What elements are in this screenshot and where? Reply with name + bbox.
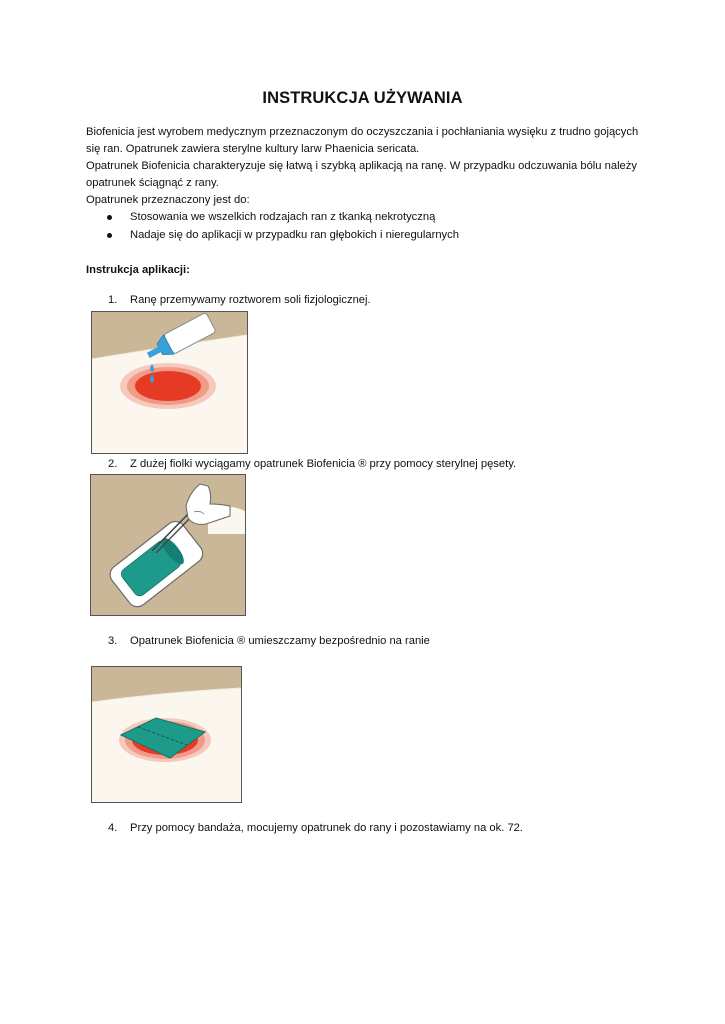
bullet-item-1: Stosowania we wszelkich rodzajach ran z tkanką nekrotyczną	[130, 211, 436, 223]
intro-line-5: Opatrunek przeznaczony jest do:	[86, 194, 250, 206]
saline-bottle-over-wound-icon	[91, 311, 248, 454]
step-1-number: 1.	[108, 294, 118, 306]
step-4-text: Przy pomocy bandaża, mocujemy opatrunek do rany i pozostawiamy na ok. 72.	[130, 822, 524, 834]
step-3-number: 3.	[108, 635, 118, 647]
bullet-dot-icon	[107, 233, 112, 238]
section-heading: Instrukcja aplikacji:	[86, 264, 190, 276]
figure-step2-tweezers-vial	[90, 474, 246, 616]
bullet-item-2: Nadaje się do aplikacji w przypadku ran głębokich i nieregularnych	[130, 229, 459, 241]
bullet-dot-icon	[107, 215, 112, 220]
step-3-text: Opatrunek Biofenicia ® umieszczamy bezpośrednio na ranie	[130, 635, 430, 647]
intro-line-2: się ran. Opatrunek zawiera sterylne kultury larw Phaenicia sericata.	[86, 143, 420, 155]
dressing-on-wound-icon	[91, 666, 242, 803]
tweezers-vial-icon	[90, 474, 246, 616]
intro-line-3: Opatrunek Biofenicia charakteryzuje się łatwą i szybką aplikacją na ranę. W przypadku odczuwania bólu należy	[86, 160, 637, 172]
step-2-text: Z dużej fiolki wyciągamy opatrunek Biofenicia ® przy pomocy sterylnej pęsety.	[130, 458, 517, 470]
step-4-number: 4.	[108, 822, 118, 834]
intro-line-4: opatrunek ściągnąć z rany.	[86, 177, 219, 189]
page-title: INSTRUKCJA UŻYWANIA	[262, 89, 463, 107]
step-2-number: 2.	[108, 458, 118, 470]
figure-step1-rinse-wound	[91, 311, 248, 454]
intro-line-1: Biofenicia jest wyrobem medycznym przeznaczonym do oczyszczania i pochłaniania wysięku z trudno gojących	[86, 126, 639, 138]
step-1-text: Ranę przemywamy roztworem soli fizjologicznej.	[130, 294, 371, 306]
figure-step3-dressing-on-wound	[91, 666, 242, 803]
